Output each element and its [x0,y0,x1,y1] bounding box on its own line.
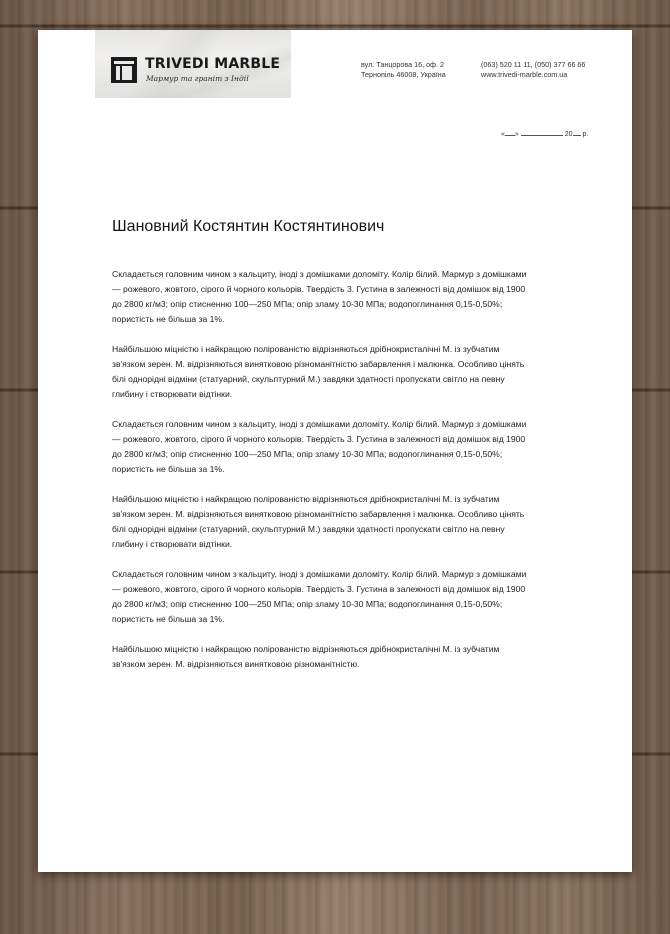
body-paragraph: Найбільшою міцністю і найкращою полірованістю відрізняються дрібнокристалічні М. із зубчатим зв'язком зерен. М. відрізняються винятковою різноманітністю забарвлення і малюнка. Особливо цінять білі однорідні відміни (статуарний, скульптурний М.) завдяки здатності пропускати світло на певну глибину і створювати відтінки. [112,344,525,399]
body-paragraph: Найбільшою міцністю і найкращою полірованістю відрізняються дрібнокристалічні М. із зубчатим зв'язком зерен. М. відрізняються винятковою різноманітністю. [112,644,500,669]
address-line-1: вул. Танцорова 16, оф. 2 [361,60,444,69]
phone-numbers: (063) 520 11 11, (050) 377 66 66 [481,60,586,69]
year-suffix: р. [582,131,589,138]
month-blank [521,128,563,136]
day-blank [505,128,515,136]
body-paragraph: Складається головним чином з кальциту, іноді з домішками доломіту. Колір білий. Мармур з домішками — рожевого, жовтого, сірого й чорного кольорів. Твердість 3. Густина в залежності від домішок від 1900 до 2800 кг/м3; опір стисненню 100—250 МПа; опір зламу 10-30 МПа; водопоглинання 0,15-0,50%; пористість не більша за 1%. [112,419,527,474]
date-quote-close: » [514,131,519,138]
address-block [361,60,446,80]
address-line-2: Тернопіль 46008, Україна [361,70,446,79]
year-prefix: 20 [564,131,573,138]
date-quote-open: « [501,131,505,138]
logo-block [95,30,291,98]
body-paragraph: Складається головним чином з кальциту, іноді з домішками доломіту. Колір білий. Мармур з домішками — рожевого, жовтого, сірого й чорного кольорів. Твердість 3. Густина в залежності від домішок від 1900 до 2800 кг/м3; опір стисненню 100—250 МПа; опір зламу 10-30 МПа; водопоглинання 0,15-0,50%; пористість не більша за 1%. [112,569,527,624]
letterhead-page [38,30,632,872]
date-line [501,128,588,138]
brand-tagline: Мармур та граніт з Індії [146,74,249,83]
letter-body [112,267,528,687]
arch-frame-logo-icon [111,57,137,83]
body-paragraph: Складається головним чином з кальциту, іноді з домішками доломіту. Колір білий. Мармур з домішками — рожевого, жовтого, сірого й чорного кольорів. Твердість 3. Густина в залежності від домішок від 1900 до 2800 кг/м3; опір стисненню 100—250 МПа; опір зламу 10-30 МПа; водопоглинання 0,15-0,50%; пористість не більша за 1%. [112,269,527,324]
website-link[interactable]: www.trivedi-marble.com.ua [481,70,568,79]
body-paragraph: Найбільшою міцністю і найкращою полірованістю відрізняються дрібнокристалічні М. із зубчатим зв'язком зерен. М. відрізняються винятковою різноманітністю забарвлення і малюнка. Особливо цінять білі однорідні відміни (статуарний, скульптурний М.) завдяки здатності пропускати світло на певну глибину і створювати відтінки. [112,494,525,549]
brand-name: TRIVEDI MARBLE [145,56,281,72]
contacts-block [481,60,585,80]
year-blank [573,128,581,136]
letter-greeting: Шановний Костянтин Костянтинович [112,218,385,235]
